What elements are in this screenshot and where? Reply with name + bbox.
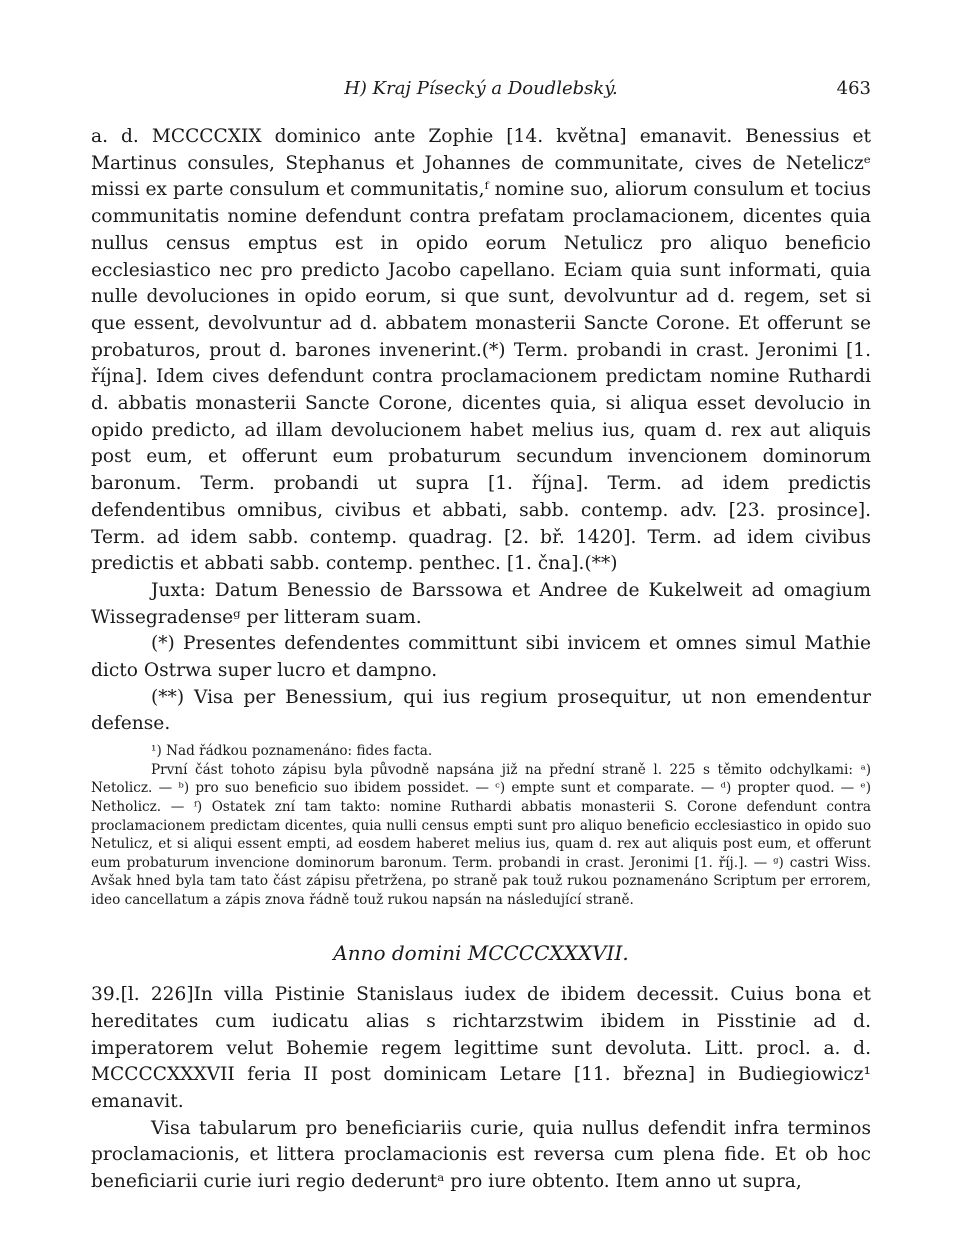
running-title: H) Kraj Písecký a Doudlebský. xyxy=(344,78,618,99)
footnotes xyxy=(91,742,871,909)
year-heading: Anno domini MCCCCXXXVII. xyxy=(333,940,629,965)
running-header xyxy=(91,78,871,102)
footnote: ¹) Nad řádkou poznamenáno: fides facta. xyxy=(151,743,433,760)
paragraph: (**) Visa per Benessium, qui ius regium prosequitur, ut non emendentur defense. xyxy=(91,686,871,735)
paragraph: a. d. MCCCCXIX dominico ante Zophie [14. května] emanavit. Benessius et Martinus consules, Stephanus et Johannes de communitate, cives de Neteliczᵉ missi ex parte consulum et communitatis,ᶠ nomine suo, aliorum consulum et tocius communitatis nomine defendunt contra prefatam proclamacionem, dicentes quia nullus census emptus est in opido eorum Netulicz pro aliquo beneficio ecclesiastico nec pro predicto Jacobo capellano. Eciam quia sunt informati, quia nulle devoluciones in opido eorum, si que sunt, devolvuntur ad d. regem, set si que essent, devolvuntur ad d. abbatem monasterii Sancte Corone. Et offerunt se probaturos, prout d. barones invenerint.(*) Term. probandi in crast. Jeronimi [1. října]. Idem cives defendunt contra proclamacionem predictam nomine Ruthardi d. abbatis monasterii Sancte Corone, dicentes quia, si aliqua esset devolucio in opido predicto, ad illam devolucionem habet melius ius, quam d. rex aut aliquis post eum, et offerunt eum probaturum secundum invencionem dominorum baronum. Term. probandi ut supra [1. října]. Term. ad idem predictis defendentibus omnibus, civibus et abbati, sabb. contemp. adv. [23. prosince]. Term. ad idem sabb. contemp. quadrag. [2. bř. 1420]. Term. ad idem civibus predictis et abbati sabb. contemp. penthec. [1. čna].(**) xyxy=(91,126,871,575)
paragraph: Juxta: Datum Benessio de Barssowa et Andree de Kukelweit ad omagium Wissegradenseᵍ per litteram suam. xyxy=(91,579,871,628)
main-text xyxy=(91,124,871,1196)
paragraph: 39.[l. 226]In villa Pistinie Stanislaus iudex de ibidem decessit. Cuius bona et hereditates cum iudicatu alias s richtarzstwim ibidem in Pisstinie ad d. imperatorem velut Bohemie regem legittime sunt devoluta. Litt. procl. a. d. MCCCCXXXVII feria II post dominicam Letare [11. března] in Budiegiowicz¹ emanavit. xyxy=(91,984,871,1113)
footnote: První část tohoto zápisu byla původně napsána již na přední straně l. 225 s těmito odchylkami: ᵃ) Netolicz. — ᵇ) pro suo beneficio suo ibidem possidet. — ᶜ) empte sunt et comparate. — ᵈ) propter quod. — ᵉ) Netholicz. — ᶠ) Ostatek zní tam takto: nomine Ruthardi abbatis monasterii S. Corone defendunt contra proclamacionem predictam dicentes, quia nulli census empti sunt pro aliquo beneficio ecclesiastico in opido suo Netulicz, et si aliqui essent empti, ad eosdem haberet melius ius, quam d. rex aut aliquis post eum, et offerunt eum probaturum invencione dominorum baronum. Term. probandi in crast. Jeronimi [1. říj.]. — ᵍ) castri Wiss. Avšak hned byla tam tato část zápisu přetržena, po straně pak touž rukou poznamenáno Scriptum per errorem, ideo cancellatum a zápis znova řádně touž rukou napsán na následující straně. xyxy=(91,761,871,908)
paragraph: Visa tabularum pro beneficiariis curie, quia nullus defendit infra terminos proclamacionis, et littera proclamacionis est reversa cum plena fide. Et ob hoc beneficiarii curie iuri regio dederuntᵃ pro iure obtento. Item anno ut supra, xyxy=(91,1117,871,1193)
paragraph: (*) Presentes defendentes committunt sibi invicem et omnes simul Mathie dicto Ostrwa super lucro et dampno. xyxy=(91,633,871,682)
page-number: 463 xyxy=(836,78,871,99)
